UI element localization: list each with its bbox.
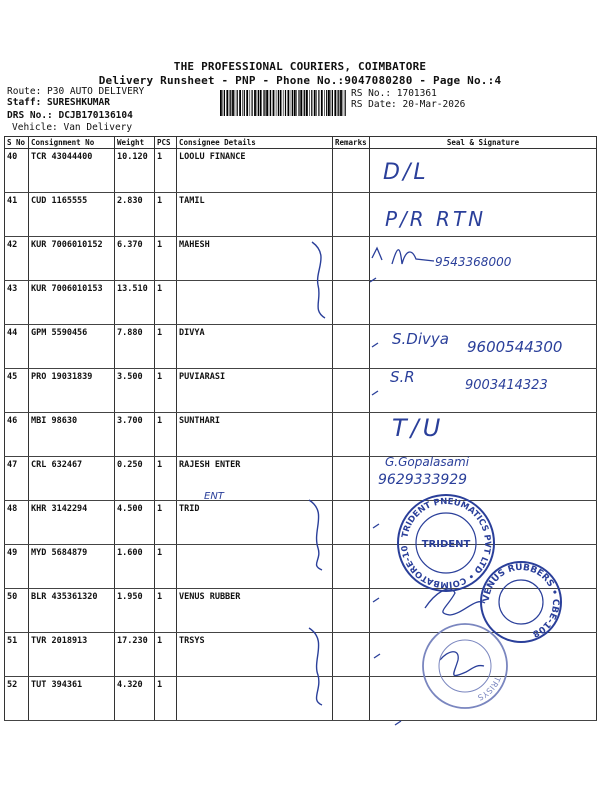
cell-seal [370, 677, 597, 721]
cell-sno: 49 [5, 545, 29, 589]
cell-seal [370, 193, 597, 237]
barcode-bar [252, 90, 253, 116]
barcode-bar [263, 90, 264, 116]
barcode-bar [324, 90, 325, 116]
cell-pcs: 1 [155, 237, 177, 281]
barcode-bar [334, 90, 336, 116]
barcode-bar [296, 90, 297, 116]
table-row [5, 281, 597, 325]
cell-weight: 3.700 [115, 413, 155, 457]
cell-consignment: MYD 5684879 [29, 545, 115, 589]
company-title: THE PROFESSIONAL COURIERS, COIMBATORE [173, 60, 427, 73]
cell-remarks [333, 589, 370, 633]
barcode-bar [237, 90, 238, 116]
table-row [5, 193, 597, 237]
barcode-bar [291, 90, 292, 116]
cell-seal [370, 457, 597, 501]
table-row [5, 369, 597, 413]
cell-pcs: 1 [155, 193, 177, 237]
barcode-bar [298, 90, 299, 116]
vehicle-info: Vehicle: Van Delivery [12, 122, 133, 133]
cell-pcs: 1 [155, 545, 177, 589]
cell-remarks [333, 193, 370, 237]
cell-consignee: RAJESH ENTER [177, 457, 333, 501]
cell-consignment: TCR 43044400 [29, 149, 115, 193]
barcode-bar [343, 90, 344, 116]
col-consignee-header: Consignee Details [177, 137, 333, 149]
cell-consignee [177, 677, 333, 721]
barcode-bar [309, 90, 310, 116]
barcode-bar [226, 90, 228, 116]
barcode-bar [318, 90, 319, 116]
cell-consignment: KHR 3142294 [29, 501, 115, 545]
drs-value: DCJB170136104 [58, 110, 133, 121]
cell-seal [370, 369, 597, 413]
cell-sno: 52 [5, 677, 29, 721]
col-sno-header: S No [5, 137, 29, 149]
cell-seal [370, 281, 597, 325]
barcode-bar [304, 90, 305, 116]
cell-seal [370, 501, 597, 545]
cell-weight: 4.320 [115, 677, 155, 721]
barcode-bar [294, 90, 296, 116]
cell-seal [370, 633, 597, 677]
cell-pcs: 1 [155, 633, 177, 677]
handwriting-phone-45: 9003414323 [465, 378, 548, 393]
cell-weight: 2.830 [115, 193, 155, 237]
cell-consignment: TUT 394361 [29, 677, 115, 721]
col-consignment-header: Consignment No [29, 137, 115, 149]
barcode-bar [303, 90, 304, 116]
cell-weight: 1.600 [115, 545, 155, 589]
cell-weight: 6.370 [115, 237, 155, 281]
cell-remarks [333, 545, 370, 589]
table-row [5, 457, 597, 501]
cell-sno: 48 [5, 501, 29, 545]
cell-sno: 42 [5, 237, 29, 281]
barcode-bar [306, 90, 308, 116]
col-remarks-header: Remarks [333, 137, 370, 149]
cell-pcs: 1 [155, 677, 177, 721]
barcode-bar [326, 90, 327, 116]
barcode-bar [230, 90, 231, 116]
cell-pcs: 1 [155, 281, 177, 325]
table-row [5, 545, 597, 589]
cell-pcs: 1 [155, 501, 177, 545]
cell-consignee [177, 545, 333, 589]
barcode-bar [254, 90, 256, 116]
barcode-bar [316, 90, 317, 116]
barcode-bar [283, 90, 284, 116]
cell-seal [370, 325, 597, 369]
cell-pcs: 1 [155, 149, 177, 193]
col-pcs-header: PCS [155, 137, 177, 149]
cell-consignment: PRO 19031839 [29, 369, 115, 413]
cell-sno: 41 [5, 193, 29, 237]
barcode-bar [260, 90, 262, 116]
table-row [5, 325, 597, 369]
barcode-bar [246, 90, 248, 116]
staff-info [7, 97, 110, 108]
col-seal-header: Seal & Signature [370, 137, 597, 149]
barcode-bar [273, 90, 275, 116]
cell-remarks [333, 149, 370, 193]
cell-remarks [333, 237, 370, 281]
cell-weight: 1.950 [115, 589, 155, 633]
cell-consignment: MBI 98630 [29, 413, 115, 457]
barcode-bar [338, 90, 339, 116]
cell-pcs: 1 [155, 457, 177, 501]
rs-date: RS Date: 20-Mar-2026 [351, 99, 466, 110]
table-row [5, 633, 597, 677]
barcode-bar [232, 90, 234, 116]
cell-consignee: LOOLU FINANCE [177, 149, 333, 193]
cell-weight: 3.500 [115, 369, 155, 413]
barcode-bar [340, 90, 342, 116]
cell-pcs: 1 [155, 589, 177, 633]
cell-weight: 7.880 [115, 325, 155, 369]
cell-remarks [333, 633, 370, 677]
barcode-bar [314, 90, 316, 116]
cell-consignment: GPM 5590456 [29, 325, 115, 369]
trisys-ring-text: TRISYS [476, 675, 502, 703]
handwriting-phone-47: 9629333929 [378, 472, 468, 488]
venus-ring-text: VENUS RUBBERS • CBE-108 [481, 562, 561, 639]
trident-ring-text: TRIDENT PNEUMATICS PVT LTD • COIMBATORE-10 [400, 496, 493, 590]
cell-pcs: 1 [155, 369, 177, 413]
cell-remarks [333, 325, 370, 369]
drs-info [7, 110, 133, 121]
cell-weight: 13.510 [115, 281, 155, 325]
table-row [5, 413, 597, 457]
handwriting-sign-45: S.R [390, 368, 415, 386]
cell-seal [370, 545, 597, 589]
barcode-bar [300, 90, 302, 116]
barcode-bar [276, 90, 277, 116]
runsheet-subtitle: Delivery Runsheet - PNP - Phone No.:9047080280 - Page No.:4 [98, 74, 502, 87]
handwriting-phone-42: 9543368000 [435, 255, 512, 269]
cell-consignee [177, 281, 333, 325]
route-info: Route: P30 AUTO DELIVERY [7, 86, 145, 97]
barcode-bar [229, 90, 230, 116]
cell-pcs: 1 [155, 325, 177, 369]
cell-remarks [333, 281, 370, 325]
barcode-bar [311, 90, 312, 116]
barcode-bar [220, 90, 222, 116]
cell-consignee: TRID [177, 501, 333, 545]
cell-sno: 40 [5, 149, 29, 193]
handwriting-sign-44: S.Divya [392, 330, 449, 348]
cell-consignee: SUNTHARI [177, 413, 333, 457]
cell-sno: 43 [5, 281, 29, 325]
cell-consignment: KUR 7006010152 [29, 237, 115, 281]
cell-sno: 47 [5, 457, 29, 501]
barcode-bar [244, 90, 245, 116]
table-row [5, 149, 597, 193]
barcode-bar [331, 90, 332, 116]
barcode-bar [332, 90, 333, 116]
cell-consignee: VENUS RUBBER [177, 589, 333, 633]
cell-remarks [333, 501, 370, 545]
barcode-bar [345, 90, 346, 116]
col-weight-header: Weight [115, 137, 155, 149]
barcode-bar [257, 90, 258, 116]
cell-consignee: MAHESH [177, 237, 333, 281]
barcode-bar [258, 90, 259, 116]
cell-weight: 0.250 [115, 457, 155, 501]
barcode-bar [292, 90, 293, 116]
barcode-bar [235, 90, 236, 116]
barcode-bar [280, 90, 282, 116]
cell-consignee: TAMIL [177, 193, 333, 237]
barcode-bar [285, 90, 286, 116]
cell-weight: 17.230 [115, 633, 155, 677]
table-header-row [5, 137, 597, 149]
cell-sno: 46 [5, 413, 29, 457]
drs-label: DRS No.: [7, 110, 59, 121]
barcode-bar [270, 90, 271, 116]
cell-pcs: 1 [155, 413, 177, 457]
handwriting-pr-rtn: P/R RTN [385, 207, 487, 231]
cell-seal [370, 149, 597, 193]
barcode-bar [288, 90, 290, 116]
table-row [5, 589, 597, 633]
table-row [5, 501, 597, 545]
handwriting-name-47: G.Gopalasami [385, 455, 470, 469]
cell-seal [370, 589, 597, 633]
cell-remarks [333, 413, 370, 457]
cell-sno: 50 [5, 589, 29, 633]
cell-seal [370, 413, 597, 457]
cell-consignment: CUD 1165555 [29, 193, 115, 237]
barcode-bar [242, 90, 243, 116]
cell-weight: 4.500 [115, 501, 155, 545]
barcode-image [220, 90, 348, 116]
handwriting-dl: D/L [383, 160, 429, 185]
barcode-bar [223, 90, 224, 116]
cell-remarks [333, 677, 370, 721]
handwriting-phone-44: 9600544300 [467, 338, 563, 356]
cell-weight: 10.120 [115, 149, 155, 193]
staff-label: Staff: [7, 97, 48, 108]
cell-consignment: BLR 435361320 [29, 589, 115, 633]
barcode-bar [224, 90, 225, 116]
barcode-bar [264, 90, 265, 116]
cell-consignment: CRL 632467 [29, 457, 115, 501]
cell-remarks [333, 369, 370, 413]
cell-consignee: PUVIARASI [177, 369, 333, 413]
handwriting-tu: T/U [392, 414, 445, 442]
cell-consignment: KUR 7006010153 [29, 281, 115, 325]
cell-consignment: TVR 2018913 [29, 633, 115, 677]
cell-sno: 51 [5, 633, 29, 677]
barcode-bar [250, 90, 251, 116]
cell-seal [370, 237, 597, 281]
barcode-bar [321, 90, 323, 116]
barcode-bar [269, 90, 270, 116]
cell-sno: 44 [5, 325, 29, 369]
cell-remarks [333, 457, 370, 501]
staff-value: SURESHKUMAR [47, 97, 110, 108]
cell-consignee: TRSYS [177, 633, 333, 677]
table-row [5, 237, 597, 281]
trident-center-text: TRIDENT [421, 539, 471, 550]
rs-number: RS No.: 1701361 [351, 88, 437, 99]
handwriting-ent-48: ENT [204, 491, 224, 502]
cell-consignee: DIVYA [177, 325, 333, 369]
cell-sno: 45 [5, 369, 29, 413]
table-row [5, 677, 597, 721]
runsheet-table [4, 136, 597, 721]
barcode-bar [278, 90, 279, 116]
barcode-bar [239, 90, 241, 116]
barcode-bar [337, 90, 338, 116]
barcode-bar [328, 90, 330, 116]
barcode-bar [266, 90, 268, 116]
